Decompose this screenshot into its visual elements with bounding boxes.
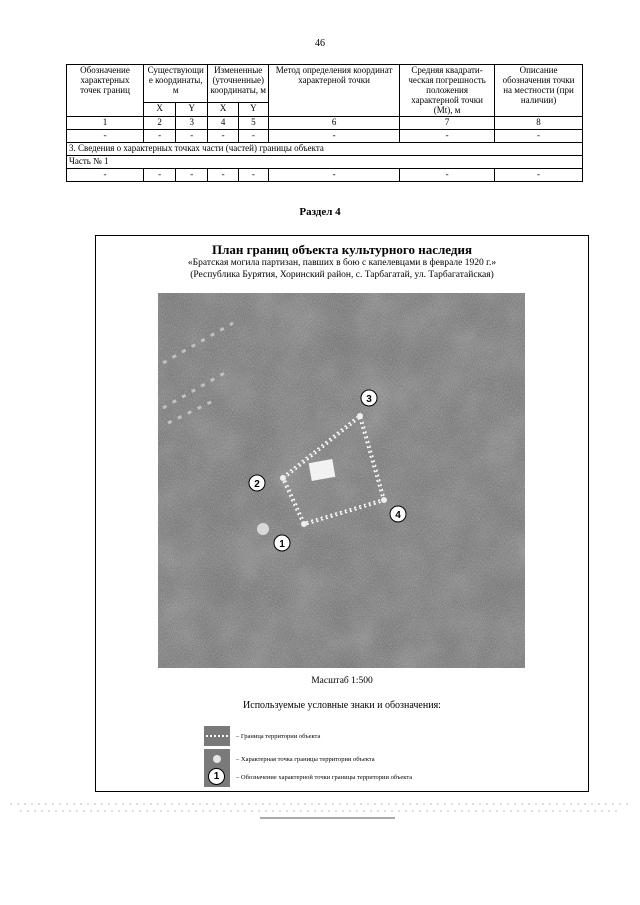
sub-y: Y <box>238 102 268 117</box>
boundary-point <box>357 413 363 419</box>
col-number: 2 <box>144 117 176 130</box>
table-row <box>67 169 583 182</box>
boundary-point <box>280 475 286 481</box>
table-cell: - <box>208 130 238 143</box>
point-marker-4 <box>390 506 406 522</box>
point-marker-2 <box>249 475 265 491</box>
section-3-heading: 3. Сведения о характерных точках части (частей) границы объекта <box>67 143 583 156</box>
point-label: 2 <box>254 479 260 490</box>
legend-title: Используемые условные знаки и обозначения: <box>243 700 441 711</box>
table-row <box>67 130 583 143</box>
section-title: Раздел 4 <box>299 206 341 218</box>
boundary-point <box>301 521 307 527</box>
sub-y: Y <box>176 102 208 117</box>
point-marker-1 <box>274 535 290 551</box>
point-label: 3 <box>366 394 372 405</box>
point-marker-3 <box>361 390 377 406</box>
table-section-row <box>67 143 583 156</box>
plan-scale: Масштаб 1:500 <box>311 676 373 686</box>
point-label: 4 <box>395 510 401 521</box>
part-label: Часть № 1 <box>67 156 583 169</box>
col-number: 6 <box>269 117 400 130</box>
col-header-existing-coords: Существующи е координаты, м <box>144 65 208 103</box>
col-header-designation: Обозначение характерных точек границ <box>67 65 144 117</box>
legend-item-point-label <box>204 767 412 787</box>
legend-number: 1 <box>208 768 225 785</box>
table-cell: - <box>400 130 495 143</box>
col-header-error: Средняя квадрати- ческая погрешность положения характерной точки (Mt), м <box>400 65 495 117</box>
plan-subtitle: «Братская могила партизан, павших в бою с капелевцами в феврале 1920 г.» <box>187 258 497 268</box>
table-cell: - <box>400 169 495 182</box>
col-number: 7 <box>400 117 495 130</box>
table-cell: - <box>238 169 268 182</box>
table-header-row <box>67 65 583 103</box>
table-cell: - <box>67 169 144 182</box>
table-cell: - <box>495 130 583 143</box>
table-cell: - <box>269 130 400 143</box>
col-number: 5 <box>238 117 268 130</box>
sub-x: X <box>144 102 176 117</box>
col-header-changed-coords: Измененные (уточненные) координаты, м <box>208 65 269 103</box>
table-cell: - <box>67 130 144 143</box>
bright-spot <box>257 523 269 535</box>
col-header-description: Описание обозначения точки на местности (при наличии) <box>495 65 583 117</box>
legend-boundary-icon <box>204 726 230 746</box>
legend-point-icon <box>204 749 230 769</box>
table-cell: - <box>144 169 176 182</box>
table-cell: - <box>176 169 208 182</box>
plan-location: (Республика Бурятия, Хоринский район, с. Тарбагатай, ул. Тарбагатайская) <box>190 270 494 280</box>
plan-frame <box>95 235 589 792</box>
sub-x: X <box>208 102 238 117</box>
col-number: 3 <box>176 117 208 130</box>
table-cell: - <box>208 169 238 182</box>
legend-label: – Характерная точка границы территории объекта <box>236 755 375 763</box>
col-number: 8 <box>495 117 583 130</box>
table-cell: - <box>144 130 176 143</box>
table-part-row <box>67 156 583 169</box>
table-cell: - <box>495 169 583 182</box>
legend-number-icon <box>204 767 230 787</box>
plan-title: План границ объекта культурного наследия <box>212 242 472 257</box>
boundary-point <box>381 497 387 503</box>
col-number: 1 <box>67 117 144 130</box>
table-cell: - <box>269 169 400 182</box>
legend-label: – Граница территории объекта <box>236 732 321 740</box>
col-number: 4 <box>208 117 238 130</box>
terrain-grain <box>158 293 525 668</box>
legend-label: – Обозначение характерной точки границы территории объекта <box>236 773 413 781</box>
col-header-method: Метод определения координат характерной точки <box>269 65 400 117</box>
coordinates-table <box>66 64 583 182</box>
satellite-image <box>158 293 525 668</box>
table-cell: - <box>238 130 268 143</box>
table-cell: - <box>176 130 208 143</box>
legend-item-boundary <box>204 726 320 746</box>
page-number: 46 <box>315 38 325 49</box>
legend-item-point <box>204 749 375 769</box>
table-number-row <box>67 117 583 130</box>
scan-artifact-line <box>0 800 640 822</box>
point-label: 1 <box>279 539 285 550</box>
